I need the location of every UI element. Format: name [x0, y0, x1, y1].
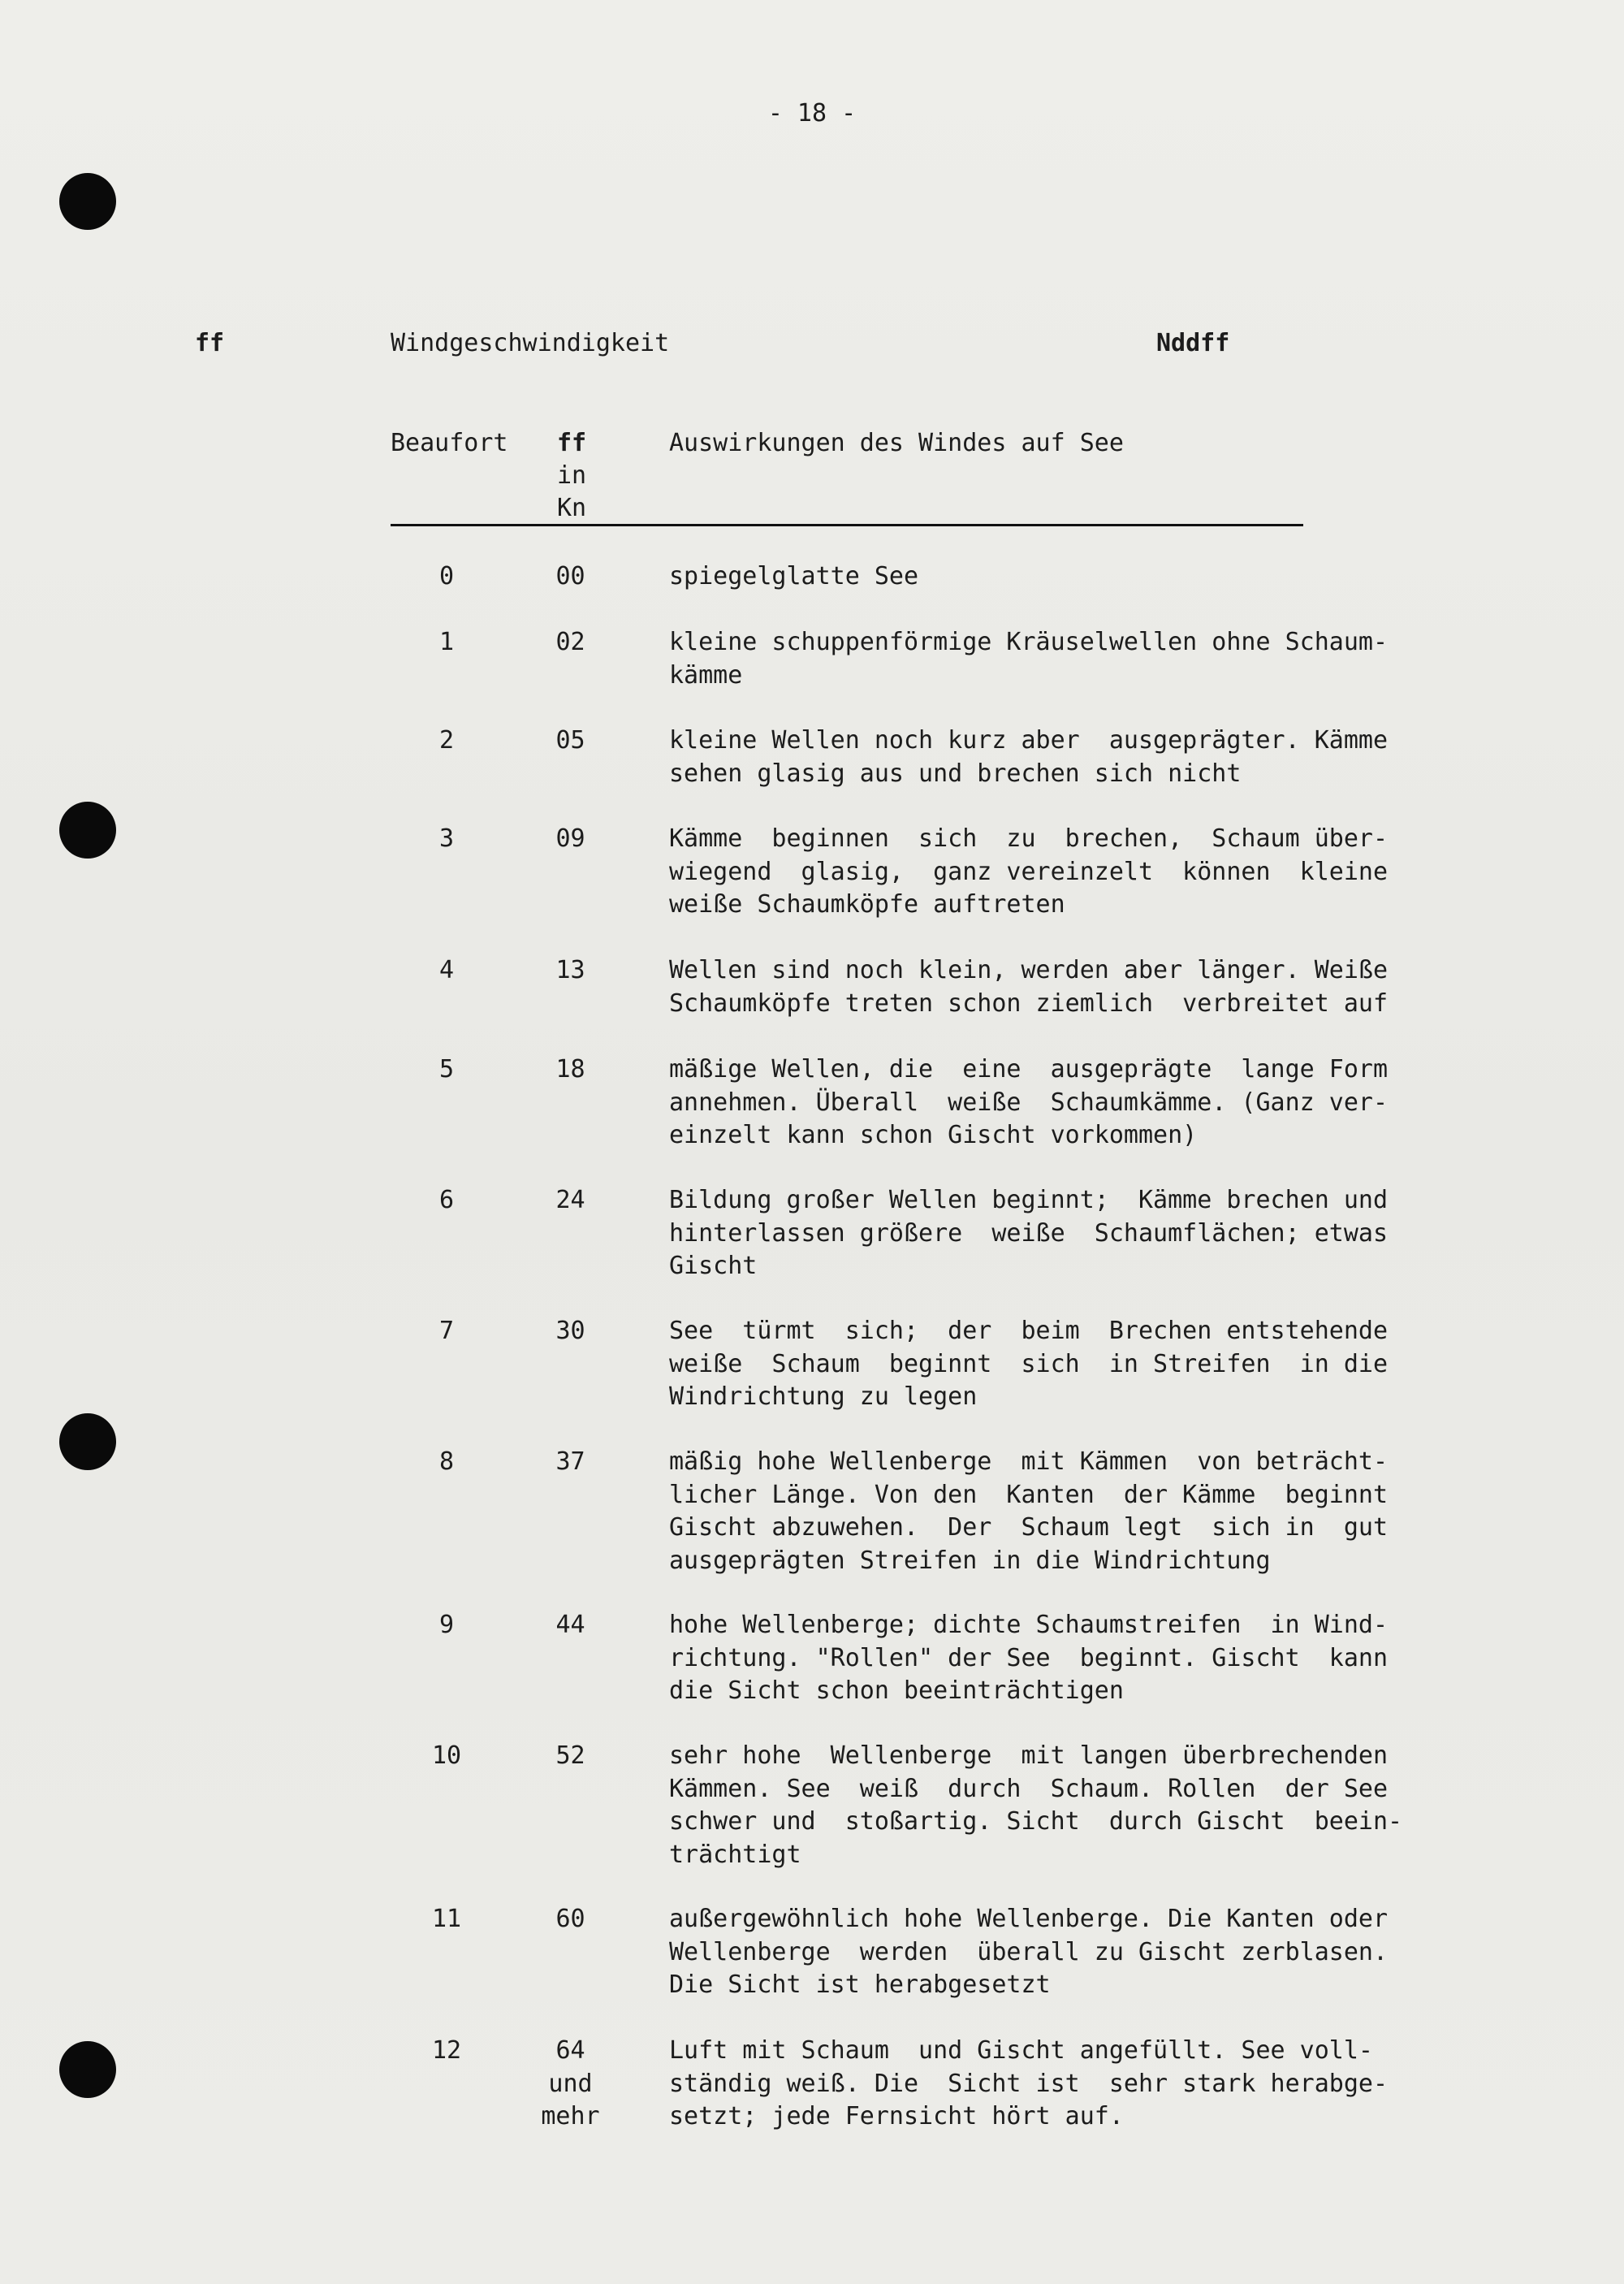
description-line: See türmt sich; der beim Brechen entstehende	[669, 1317, 1389, 1345]
beaufort-value: 1	[438, 628, 455, 656]
description-line: Gischt abzuwehen. Der Schaum legt sich in gut	[669, 1513, 1389, 1542]
description-line: weiße Schaumköpfe auftreten	[669, 890, 1065, 919]
description-line: Windrichtung zu legen	[669, 1382, 978, 1411]
effect-description	[669, 2035, 1465, 2134]
description-line: hinterlassen größere weiße Schaumflächen; etwas	[669, 1218, 1389, 1248]
page-number: - 18 -	[767, 99, 857, 128]
knots-line: 09	[555, 824, 585, 853]
punch-hole	[59, 802, 116, 859]
description-line: mäßige Wellen, die eine ausgeprägte lange Form	[669, 1055, 1389, 1084]
knots-value	[528, 1609, 613, 1642]
description-line: Kämme beginnen sich zu brechen, Schaum über-	[669, 824, 1389, 853]
effect-description	[669, 1315, 1465, 1414]
knots-value	[528, 1740, 613, 1773]
description-line: sehr hohe Wellenberge mit langen überbrechenden	[669, 1741, 1389, 1770]
knots-value	[528, 1315, 613, 1348]
knots-value	[528, 823, 613, 856]
beaufort-value: 12	[431, 2036, 462, 2065]
description-line: annehmen. Überall weiße Schaumkämme. (Ganz ver-	[669, 1088, 1389, 1117]
description-line: die Sicht schon beeinträchtigen	[669, 1676, 1124, 1705]
description-line: spiegelglatte See	[669, 562, 919, 590]
knots-line: 44	[555, 1611, 585, 1639]
effect-description	[669, 725, 1465, 790]
knots-line: 00	[555, 562, 585, 590]
knots-value	[528, 1184, 613, 1218]
description-line: setzt; jede Fernsicht hört auf.	[669, 2102, 1124, 2130]
beaufort-value: 10	[431, 1741, 462, 1770]
section-code-left: ff	[195, 329, 225, 357]
effect-description	[669, 1740, 1465, 1871]
beaufort-value: 0	[438, 562, 455, 590]
description-line: ständig weiß. Die Sicht ist sehr stark herabge-	[669, 2069, 1389, 2098]
effect-description	[669, 560, 1465, 594]
description-line: kämme	[669, 660, 743, 690]
beaufort-value: 4	[438, 956, 455, 984]
description-line: Luft mit Schaum und Gischt angefüllt. See voll-	[669, 2036, 1373, 2065]
knots-line: 64	[555, 2036, 585, 2065]
description-line: Wellenberge werden überall zu Gischt zerblasen.	[669, 1937, 1389, 1966]
knots-line: 37	[555, 1447, 585, 1476]
punch-hole	[59, 2041, 116, 2098]
beaufort-value: 6	[438, 1186, 455, 1214]
description-line: Bildung großer Wellen beginnt; Kämme brechen und	[669, 1186, 1389, 1214]
knots-line: mehr	[541, 2102, 600, 2130]
knots-line: 13	[555, 956, 585, 984]
description-line: Schaumköpfe treten schon ziemlich verbreitet auf	[669, 988, 1389, 1018]
knots-value	[528, 2035, 613, 2134]
beaufort-value: 11	[431, 1905, 462, 1933]
description-line: wiegend glasig, ganz vereinzelt können kleine	[669, 857, 1389, 886]
beaufort-value: 5	[438, 1055, 455, 1084]
description-line: einzelt kann schon Gischt vorkommen)	[669, 1121, 1198, 1149]
header-rule	[391, 524, 1303, 526]
beaufort-value: 7	[438, 1317, 455, 1345]
section-code-right: Nddff	[1156, 329, 1230, 357]
knots-value	[528, 1053, 613, 1087]
description-line: kleine schuppenförmige Kräuselwellen ohne Schaum-	[669, 628, 1389, 656]
punch-hole	[59, 173, 116, 230]
effect-description	[669, 626, 1465, 692]
description-line: außergewöhnlich hohe Wellenberge. Die Kanten oder	[669, 1905, 1389, 1933]
description-line: kleine Wellen noch kurz aber ausgeprägter. Kämme	[669, 726, 1389, 755]
knots-line: 02	[555, 628, 585, 656]
description-line: trächtigt	[669, 1840, 801, 1869]
effect-description	[669, 1053, 1465, 1153]
beaufort-value: 9	[438, 1611, 455, 1639]
knots-line: 60	[555, 1905, 585, 1933]
column-header-beaufort: Beaufort	[391, 429, 508, 457]
punch-hole	[59, 1413, 116, 1470]
knots-line: 18	[555, 1055, 585, 1084]
beaufort-value: 8	[438, 1447, 455, 1476]
knots-line: 30	[555, 1317, 585, 1345]
effect-description	[669, 1903, 1465, 2002]
description-line: hohe Wellenberge; dichte Schaumstreifen in Wind-	[669, 1611, 1389, 1639]
effect-description	[669, 954, 1465, 1020]
effect-description	[669, 823, 1465, 922]
knots-value	[528, 1446, 613, 1479]
knots-line: und	[548, 2069, 593, 2098]
section-title: Windgeschwindigkeit	[391, 329, 670, 357]
effect-description	[669, 1609, 1465, 1708]
knots-line: 24	[555, 1186, 585, 1214]
description-line: richtung. "Rollen" der See beginnt. Gischt kann	[669, 1643, 1389, 1672]
column-header-effects: Auswirkungen des Windes auf See	[669, 429, 1124, 457]
description-line: mäßig hohe Wellenberge mit Kämmen von beträcht-	[669, 1447, 1389, 1476]
description-line: sehen glasig aus und brechen sich nicht	[669, 759, 1242, 788]
column-header-ff	[538, 427, 606, 525]
description-line: Wellen sind noch klein, werden aber länger. Weiße	[669, 956, 1389, 984]
knots-value	[528, 725, 613, 758]
description-line: Kämmen. See weiß durch Schaum. Rollen der See	[669, 1774, 1389, 1803]
column-header-ff-unit: in Kn	[556, 461, 587, 522]
knots-value	[528, 626, 613, 660]
effect-description	[669, 1184, 1465, 1283]
description-line: Gischt	[669, 1252, 758, 1280]
description-line: Die Sicht ist herabgesetzt	[669, 1970, 1051, 1999]
knots-value	[528, 1903, 613, 1936]
knots-line: 05	[555, 726, 585, 755]
knots-value	[528, 954, 613, 988]
description-line: licher Länge. Von den Kanten der Kämme beginnt	[669, 1480, 1389, 1509]
knots-line: 52	[555, 1741, 585, 1770]
knots-value	[528, 560, 613, 594]
description-line: weiße Schaum beginnt sich in Streifen in die	[669, 1349, 1389, 1378]
description-line: ausgeprägten Streifen in die Windrichtung	[669, 1546, 1271, 1575]
beaufort-value: 2	[438, 726, 455, 755]
effect-description	[669, 1446, 1465, 1577]
description-line: schwer und stoßartig. Sicht durch Gischt beein-	[669, 1807, 1403, 1836]
column-header-ff-label: ff	[556, 429, 587, 457]
beaufort-value: 3	[438, 824, 455, 853]
